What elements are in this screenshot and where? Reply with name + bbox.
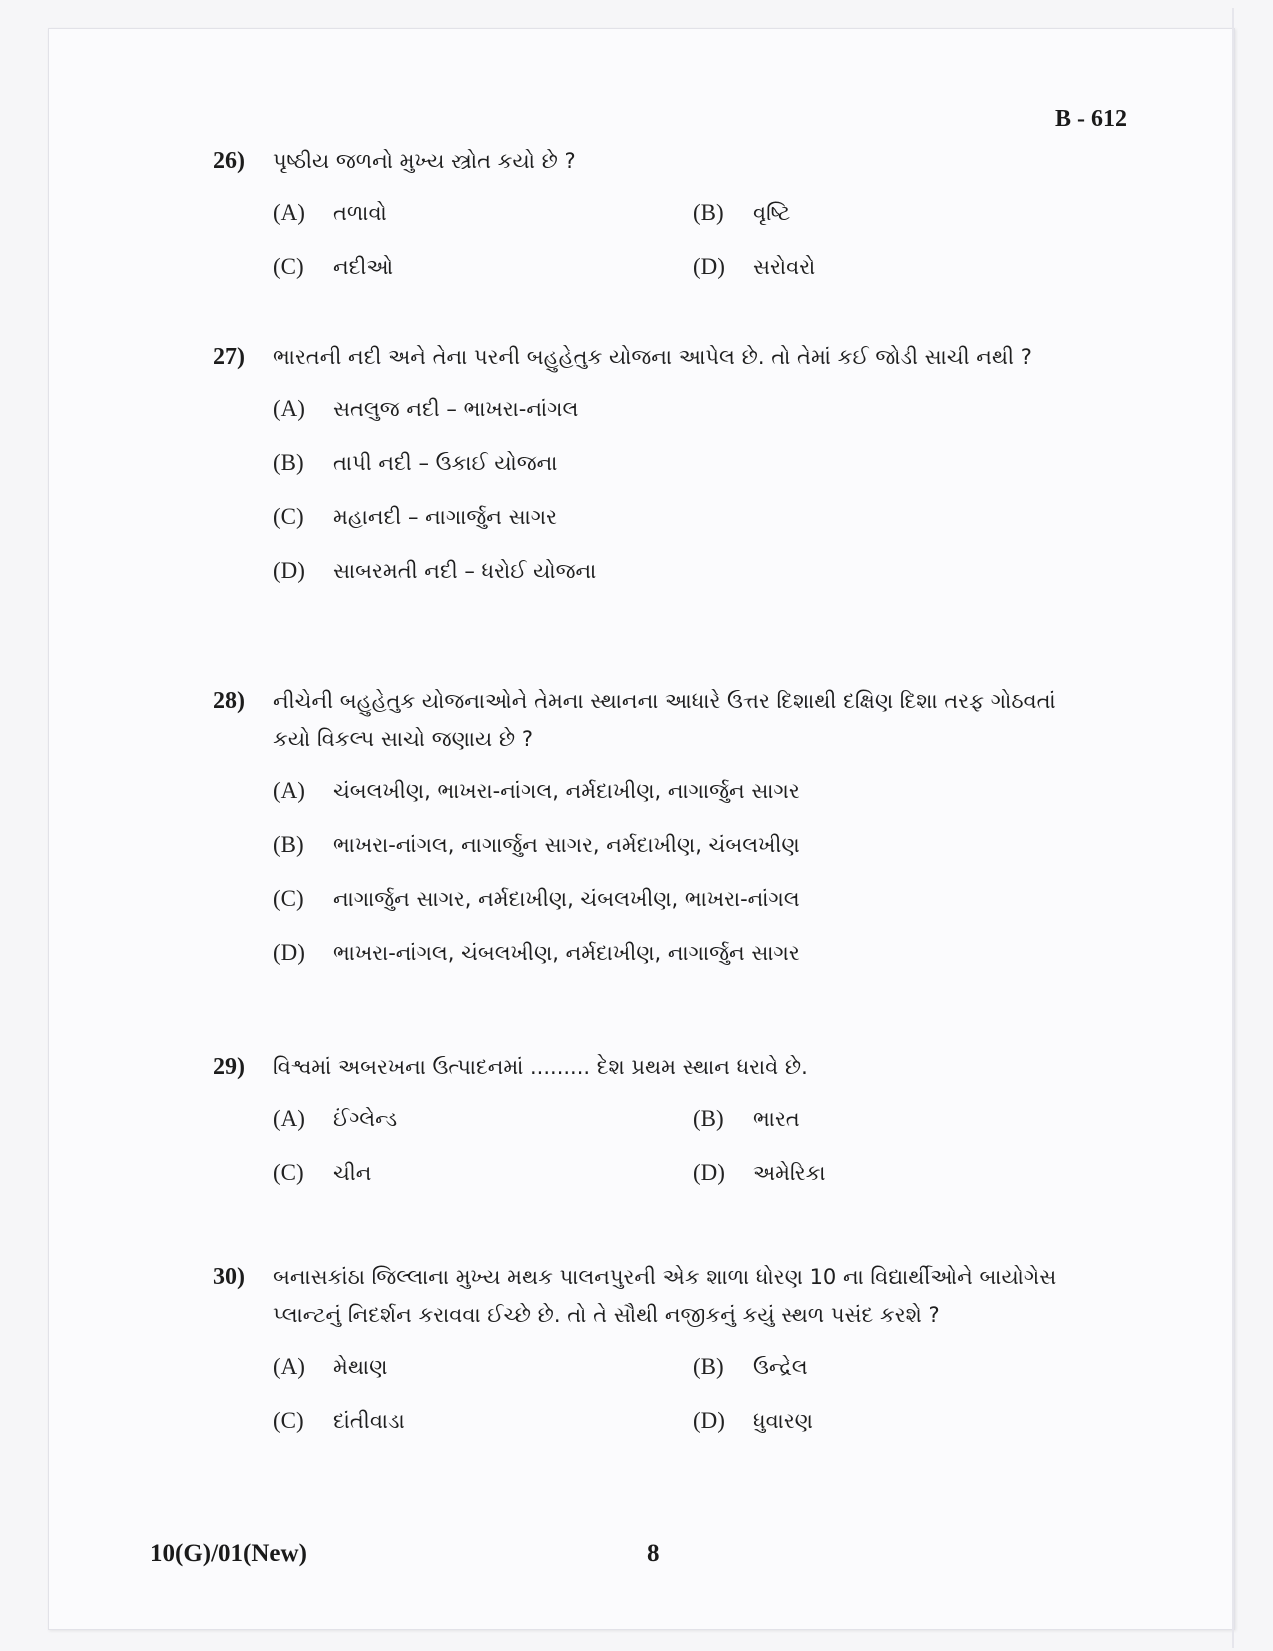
options-grid — [273, 1348, 1093, 1440]
question-text — [273, 682, 1056, 758]
option-text: તળાવો — [333, 200, 387, 225]
question-text: ભારતની નદી અને તેના પરની બહુહેતુક યોજના આપેલ છે. તો તેમાં કઈ જોડી સાચી નથી ? — [273, 345, 1032, 369]
options-list — [273, 390, 1093, 590]
options-list — [273, 772, 1093, 972]
question-text-line-2: કયો વિકલ્પ સાચો જણાય છે ? — [273, 727, 533, 751]
option-b — [693, 1100, 1053, 1138]
option-letter: (D) — [273, 558, 305, 583]
question-text-line-1: નીચેની બહુહેતુક યોજનાઓને તેમના સ્થાનના આધારે ઉત્તર દિશાથી દક્ષિણ દિશા તરફ ગોઠવતાં — [273, 689, 1056, 713]
option-text: નદીઓ — [333, 254, 394, 279]
options-grid — [273, 1100, 1093, 1192]
option-text: ઈંગ્લેન્ડ — [333, 1106, 398, 1131]
question-text — [273, 1258, 1056, 1334]
option-d — [693, 1154, 1053, 1192]
option-text: ધુવારણ — [753, 1408, 813, 1433]
option-d — [273, 552, 1093, 590]
option-letter: (D) — [693, 254, 725, 279]
option-b — [693, 1348, 1053, 1386]
question-28 — [213, 682, 1093, 972]
option-letter: (B) — [273, 450, 304, 475]
option-letter: (C) — [273, 504, 304, 529]
option-text: ચંબલખીણ, ભાખરા-નાંગલ, નર્મદાખીણ, નાગાર્જુન સાગર — [333, 778, 800, 803]
option-text: સરોવરો — [753, 254, 816, 279]
page-number: 8 — [647, 1540, 660, 1567]
option-d — [693, 1402, 1053, 1440]
option-text: ચીન — [333, 1160, 372, 1185]
question-27 — [213, 338, 1093, 590]
option-c — [273, 248, 693, 286]
option-letter: (C) — [273, 1408, 304, 1433]
option-a — [273, 194, 693, 232]
option-text: ઉન્દ્રેલ — [753, 1354, 808, 1379]
option-letter: (B) — [693, 200, 724, 225]
option-b — [273, 444, 1093, 482]
option-b — [273, 826, 1093, 864]
option-a — [273, 390, 1093, 428]
question-number: 29) — [213, 1054, 245, 1080]
option-letter: (A) — [273, 1106, 305, 1131]
question-number: 30) — [213, 1264, 245, 1290]
option-letter: (A) — [273, 1354, 305, 1379]
option-text: મેથાણ — [333, 1354, 388, 1379]
question-number: 26) — [213, 148, 245, 174]
option-c — [273, 498, 1093, 536]
option-letter: (D) — [693, 1160, 725, 1185]
option-letter: (D) — [273, 940, 305, 965]
question-text: પૃષ્ઠીય જળનો મુખ્ય સ્ત્રોત કયો છે ? — [273, 149, 576, 173]
option-text: ભાખરા-નાંગલ, ચંબલખીણ, નર્મદાખીણ, નાગાર્જુન સાગર — [333, 940, 800, 965]
option-letter: (B) — [693, 1106, 724, 1131]
question-text-line-1: બનાસકાંઠા જિલ્લાના મુખ્ય મથક પાલનપુરની એક શાળા ધોરણ 10 ના વિદ્યાર્થીઓને બાયોગેસ — [273, 1265, 1057, 1289]
option-text: તાપી નદી – ઉકાઈ યોજના — [333, 450, 558, 475]
option-letter: (A) — [273, 778, 305, 803]
options-grid — [273, 194, 1093, 286]
option-text: નાગાર્જુન સાગર, નર્મદાખીણ, ચંબલખીણ, ભાખરા-નાંગલ — [333, 886, 800, 911]
option-text: સતલુજ નદી – ભાખરા-નાંગલ — [333, 396, 579, 421]
exam-code-footer: 10(G)/01(New) — [150, 1540, 307, 1567]
option-c — [273, 880, 1093, 918]
option-a — [273, 1348, 693, 1386]
option-text: સાબરમતી નદી – ધરોઈ યોજના — [333, 558, 597, 583]
option-a — [273, 1100, 693, 1138]
option-text: વૃષ્ટિ — [753, 200, 791, 225]
option-text: અમેરિકા — [753, 1160, 826, 1185]
question-29 — [213, 1048, 1093, 1192]
option-letter: (B) — [273, 832, 304, 857]
option-a — [273, 772, 1093, 810]
paper-edge — [1232, 8, 1234, 1648]
question-26 — [213, 142, 1093, 286]
option-text: દાંતીવાડા — [333, 1408, 405, 1433]
question-number: 28) — [213, 688, 245, 714]
option-letter: (A) — [273, 396, 305, 421]
option-text: ભાખરા-નાંગલ, નાગાર્જુન સાગર, નર્મદાખીણ, ચંબલખીણ — [333, 832, 800, 857]
question-text: વિશ્વમાં અબરખના ઉત્પાદનમાં ......... દેશ પ્રથમ સ્થાન ધરાવે છે. — [273, 1055, 808, 1079]
option-letter: (D) — [693, 1408, 725, 1433]
option-text: ભારત — [753, 1106, 800, 1131]
question-30 — [213, 1258, 1093, 1440]
paper-code: B - 612 — [1055, 106, 1127, 132]
option-d — [273, 934, 1093, 972]
option-letter: (C) — [273, 1160, 304, 1185]
question-text-line-2: પ્લાન્ટનું નિદર્શન કરાવવા ઈચ્છે છે. તો તે સૌથી નજીકનું કયું સ્થળ પસંદ કરશે ? — [273, 1303, 940, 1327]
option-c — [273, 1402, 693, 1440]
option-letter: (A) — [273, 200, 305, 225]
option-letter: (B) — [693, 1354, 724, 1379]
question-number: 27) — [213, 344, 245, 370]
option-text: મહાનદી – નાગાર્જુન સાગર — [333, 504, 557, 529]
option-letter: (C) — [273, 254, 304, 279]
option-letter: (C) — [273, 886, 304, 911]
option-b — [693, 194, 1053, 232]
option-c — [273, 1154, 693, 1192]
option-d — [693, 248, 1053, 286]
